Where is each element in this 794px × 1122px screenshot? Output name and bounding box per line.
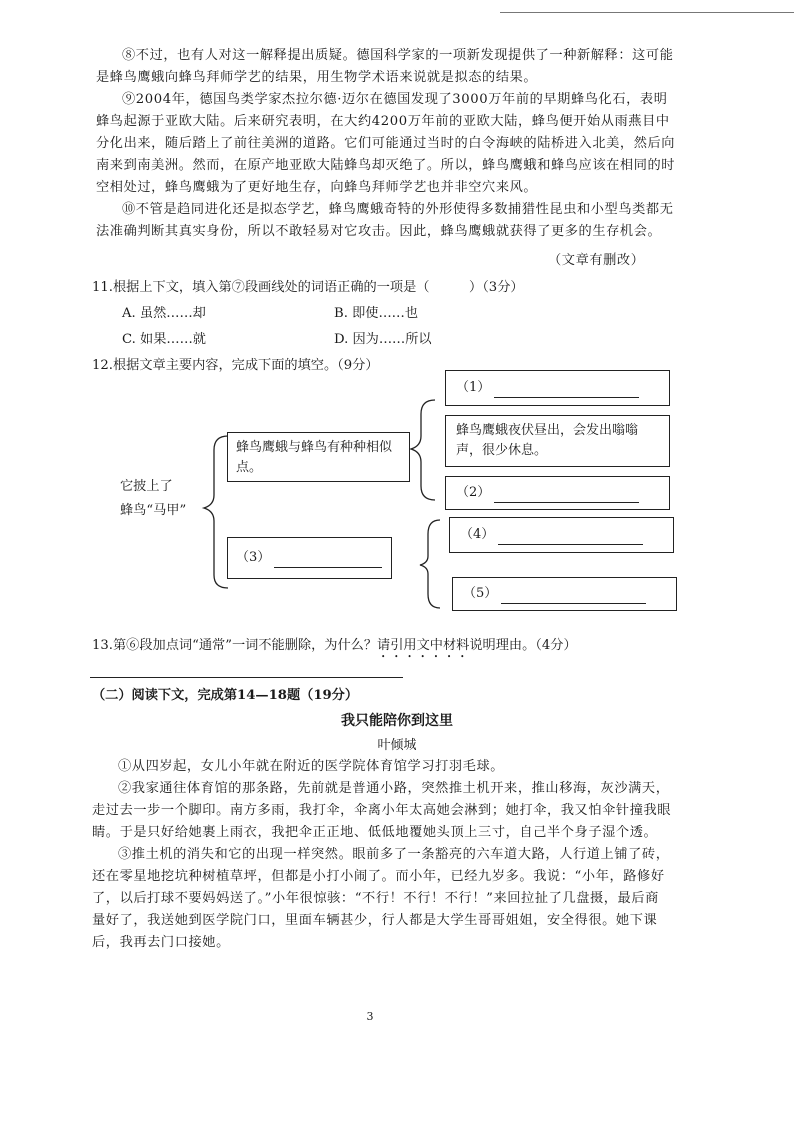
blank-5-box (452, 577, 677, 611)
paragraph-9: ⑨2004年，德国鸟类学家杰拉尔德·迈尔在德国发现了3000万年前的早期蜂鸟化石，表明蜂鸟起源于亚欧大陆。后来研究表明，在大约4200万年前的亚欧大陆，蜂鸟便开始从雨燕目中分化出来，随后踏上了前往美洲的道路。它们可能通过当时的白令海峡的陆桥进入北美，然后向南来到南美洲。然而，在原产地亚欧大陆蜂鸟却灭绝了。所以，蜂鸟鹰蛾和蜂鸟应该在相同的时空相处过，蜂鸟鹰蛾为了更好地生存，向蜂鸟拜师学艺也并非空穴来风。 (96, 92, 676, 195)
blank-4-box (449, 517, 674, 553)
blank-2-line[interactable] (494, 488, 639, 503)
essay-body (92, 756, 672, 954)
q13-stem-dotted: 请引用文中材料 (377, 638, 470, 653)
paragraph-8: ⑧不过，也有人对这一解释提出质疑。德国科学家的一项新发现提供了一种新解释：这可能是蜂鸟鹰蛾向蜂鸟拜师学艺的结果，用生物学术语来说就是拟态的结果。 (96, 48, 674, 85)
blank-1-label: （1） (456, 380, 491, 395)
blank-5-line[interactable] (501, 589, 646, 604)
question-11-stem: 11.根据上下文，填入第⑦段画线处的词语正确的一项是（ ）（3分） (92, 280, 524, 295)
blank-3-box (227, 537, 392, 579)
source-note: （文章有删改） (548, 253, 645, 268)
night-box (445, 415, 670, 467)
q11-option-c: C. 如果……就 (122, 332, 206, 347)
question-13-stem (92, 636, 732, 661)
q13-stem-after: 说明理由。（4分） (469, 638, 577, 653)
blank-4-line[interactable] (498, 530, 643, 545)
essay-author: 叶倾城 (377, 738, 417, 753)
q13-stem-before: 13.第⑥段加点词“通常”一词不能删除，为什么？ (92, 638, 378, 653)
blank-1-box (445, 370, 670, 406)
blank-3-line[interactable] (274, 553, 382, 568)
blank-3-label: （3） (236, 550, 271, 565)
essay-paragraph-1: ①从四岁起，女儿小年就在附近的医学院体育馆学习打羽毛球。 (118, 759, 505, 774)
blank-2-box (445, 476, 670, 510)
section-2-header: （二）阅读下文，完成第14—18题（19分） (92, 688, 359, 703)
blank-4-label: （4） (460, 527, 495, 542)
diagram-root-label: 它披上了 蜂鸟“马甲” (120, 479, 187, 518)
similarity-box (227, 432, 410, 482)
q11-option-a: A. 虽然……却 (122, 306, 206, 321)
night-text: 蜂鸟鹰蛾夜伏昼出，会发出嗡嗡声，很少休息。 (456, 423, 639, 458)
page-number: 3 (366, 1010, 374, 1023)
q11-option-b: B. 即使……也 (334, 306, 419, 321)
q11-option-d: D. 因为……所以 (334, 332, 432, 347)
essay-paragraph-2: ②我家通往体育馆的那条路，先前就是普通小路，突然推土机开来，推山移海，灰沙满天，走过去一步一个脚印。南方多雨，我打伞，伞离小年太高她会淋到；她打伞，我又怕伞针撞我眼睛。于是只好给她裹上雨衣，我把伞正正地、低低地覆她头顶上三寸，自己半个身子湿个透。 (92, 781, 672, 840)
blank-5-label: （5） (463, 586, 498, 601)
essay-title: 我只能陪你到这里 (341, 713, 453, 729)
answer-line[interactable] (90, 677, 403, 678)
similarity-text: 蜂鸟鹰蛾与蜂鸟有种种相似点。 (236, 440, 393, 475)
paragraph-10: ⑩不管是趋同进化还是拟态学艺，蜂鸟鹰蛾奇特的外形使得多数捕猎性昆虫和小型鸟类都无法准确判断其真实身份，所以不敢轻易对它攻击。因此，蜂鸟鹰蛾就获得了更多的生存机会。 (96, 202, 674, 239)
essay-paragraph-3: ③推土机的消失和它的出现一样突然。眼前多了一条豁亮的六车道大路，人行道上铺了砖，还在零星地挖坑种树植草坪，但都是小打小闹了。而小年，已经九岁多。我说：“小年，路修好了，以后打球不要妈妈送了。”小年很惊骇：“不行！不行！不行！”来回拉扯了几盘摄，最后商量好了，我送她到医学院门口，里面车辆甚少，行人都是大学生哥哥姐姐，安全得很。她下课后，我再去门口接她。 (92, 847, 670, 950)
question-12-stem: 12.根据文章主要内容，完成下面的填空。（9分） (92, 358, 379, 373)
blank-1-line[interactable] (494, 383, 639, 398)
blank-2-label: （2） (456, 485, 491, 500)
